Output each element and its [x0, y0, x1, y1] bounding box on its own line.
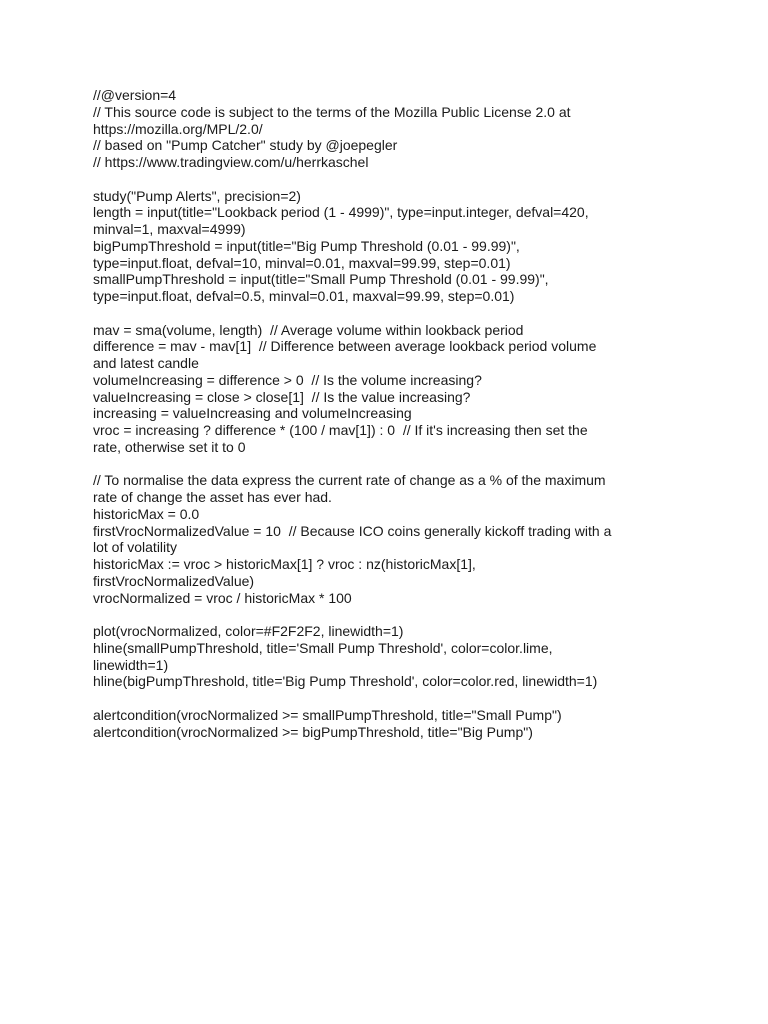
code-line: // https://www.tradingview.com/u/herrkaschel	[93, 154, 369, 170]
code-line: plot(vrocNormalized, color=#F2F2F2, linewidth=1)	[93, 623, 404, 639]
code-line: vroc = increasing ? difference * (100 / mav[1]) : 0 // If it's increasing then set the	[93, 422, 588, 438]
code-line: alertcondition(vrocNormalized >= smallPumpThreshold, title="Small Pump")	[93, 706, 562, 723]
code-line: rate of change the asset has ever had.	[93, 489, 332, 505]
code-line: firstVrocNormalizedValue = 10 // Because ICO coins generally kickoff trading with a	[93, 522, 612, 539]
code-line: // This source code is subject to the terms of the Mozilla Public License 2.0 at	[93, 103, 571, 120]
code-line: // based on "Pump Catcher" study by @joepegler	[93, 137, 398, 154]
code-line: increasing = valueIncreasing and volumeIncreasing	[93, 405, 412, 422]
code-line: and latest candle	[93, 355, 199, 371]
code-line: hline(bigPumpThreshold, title='Big Pump Threshold', color=color.red, linewidth=1)	[93, 673, 598, 690]
code-line: //@version=4	[93, 87, 177, 103]
code-line: vrocNormalized = vroc / historicMax * 100	[93, 589, 352, 606]
code-line: mav = sma(volume, length) // Average volume within lookback period	[93, 321, 524, 338]
blank-line	[93, 690, 693, 707]
code-line: type=input.float, defval=10, minval=0.01, maxval=99.99, step=0.01)	[93, 254, 511, 271]
code-line: historicMax = 0.0	[93, 505, 200, 522]
blank-line	[93, 606, 693, 623]
code-line: minval=1, maxval=4999)	[93, 221, 246, 237]
code-line: volumeIncreasing = difference > 0 // Is the volume increasing?	[93, 371, 482, 388]
code-line: hline(smallPumpThreshold, title='Small Pump Threshold', color=color.lime,	[93, 639, 553, 656]
code-line: linewidth=1)	[93, 656, 169, 673]
source-code-block	[93, 87, 693, 740]
code-line: alertcondition(vrocNormalized >= bigPumpThreshold, title="Big Pump")	[93, 723, 533, 740]
code-line: study("Pump Alerts", precision=2)	[93, 187, 301, 204]
code-line: lot of volatility	[93, 539, 178, 556]
code-line: // To normalise the data express the current rate of change as a % of the maximum	[93, 472, 606, 489]
code-line: historicMax := vroc > historicMax[1] ? vroc : nz(historicMax[1],	[93, 556, 476, 572]
code-line: bigPumpThreshold = input(title="Big Pump Threshold (0.01 - 99.99)",	[93, 237, 520, 254]
code-line: rate, otherwise set it to 0	[93, 438, 246, 455]
blank-line	[93, 456, 693, 473]
blank-line	[93, 305, 693, 322]
code-line: length = input(title="Lookback period (1 - 4999)", type=input.integer, defval=420,	[93, 204, 589, 221]
code-line: difference = mav - mav[1] // Difference between average lookback period volume	[93, 338, 597, 355]
code-line: valueIncreasing = close > close[1] // Is the value increasing?	[93, 388, 471, 405]
code-line: https://mozilla.org/MPL/2.0/	[93, 120, 263, 137]
code-line: smallPumpThreshold = input(title="Small Pump Threshold (0.01 - 99.99)",	[93, 271, 549, 288]
blank-line	[93, 171, 693, 188]
code-line: firstVrocNormalizedValue)	[93, 572, 255, 589]
code-line: type=input.float, defval=0.5, minval=0.01, maxval=99.99, step=0.01)	[93, 288, 515, 304]
